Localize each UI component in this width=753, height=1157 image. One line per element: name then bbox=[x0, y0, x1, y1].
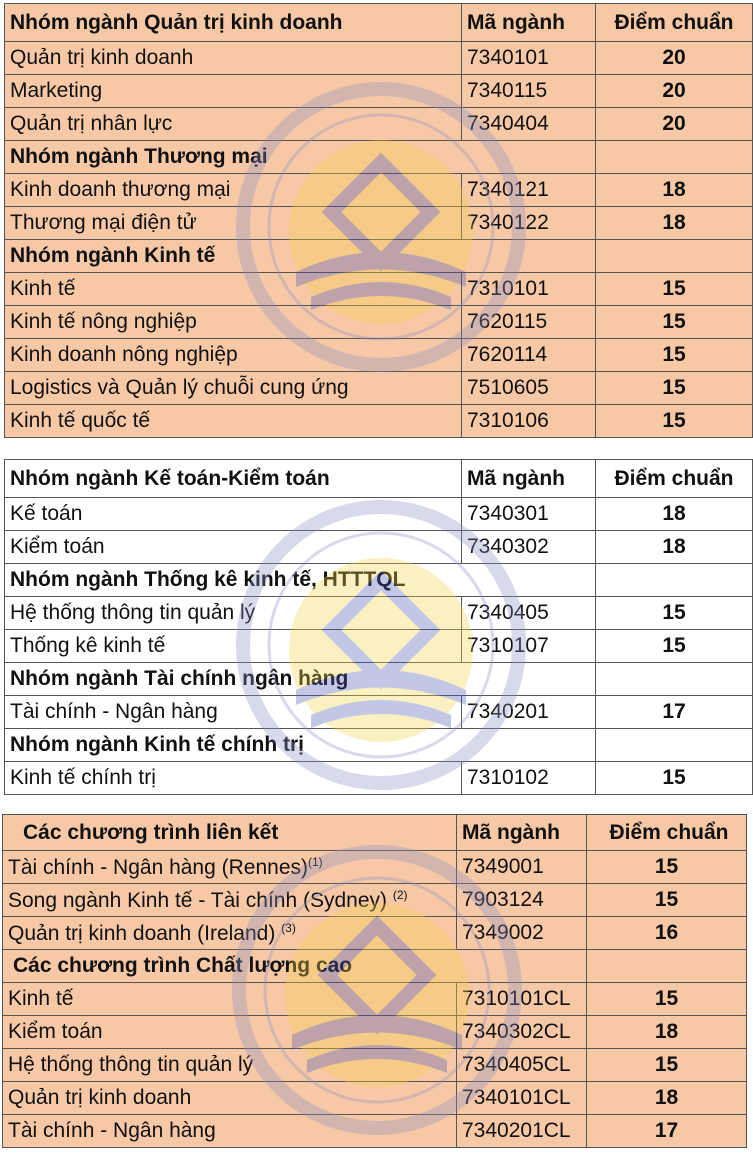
major-score: 20 bbox=[596, 108, 753, 141]
major-score: 15 bbox=[596, 405, 753, 438]
major-code: 7340405 bbox=[462, 597, 596, 630]
group-title: Nhóm ngành Kinh tế chính trị bbox=[5, 729, 462, 762]
major-name: Quản trị nhân lực bbox=[5, 108, 462, 141]
major-name: Kinh tế chính trị bbox=[5, 762, 462, 795]
major-code: 7340201CL bbox=[457, 1115, 587, 1148]
major-code: 7340101 bbox=[462, 42, 596, 75]
table-row bbox=[5, 531, 753, 564]
table-row bbox=[5, 498, 753, 531]
major-score: 18 bbox=[587, 1016, 747, 1049]
major-name: Kiểm toán bbox=[5, 531, 462, 564]
major-score: 15 bbox=[596, 306, 753, 339]
major-name: Tài chính - Ngân hàng bbox=[3, 1115, 457, 1148]
table-row bbox=[5, 108, 753, 141]
major-code: 7340121 bbox=[462, 174, 596, 207]
major-code: 7340405CL bbox=[457, 1049, 587, 1082]
group-row bbox=[5, 564, 753, 597]
table-row bbox=[3, 1082, 747, 1115]
major-name: Marketing bbox=[5, 75, 462, 108]
table-row bbox=[5, 174, 753, 207]
table-row bbox=[5, 339, 753, 372]
major-score: 18 bbox=[596, 174, 753, 207]
major-name: Hệ thống thông tin quản lý bbox=[3, 1049, 457, 1082]
major-score: 17 bbox=[596, 696, 753, 729]
group-row bbox=[3, 950, 747, 983]
major-name: Tài chính - Ngân hàng bbox=[5, 696, 462, 729]
table-row bbox=[3, 851, 747, 884]
group-row bbox=[5, 663, 753, 696]
major-name: Kinh doanh nông nghiệp bbox=[5, 339, 462, 372]
code-header: Mã ngành bbox=[457, 815, 587, 851]
major-name: Logistics và Quản lý chuỗi cung ứng bbox=[5, 372, 462, 405]
table-accounting-group bbox=[4, 459, 753, 795]
group-title: Nhóm ngành Tài chính ngân hàng bbox=[5, 663, 462, 696]
table-row bbox=[5, 372, 753, 405]
major-code: 7340301 bbox=[462, 498, 596, 531]
major-code: 7510605 bbox=[462, 372, 596, 405]
major-code: 7340115 bbox=[462, 75, 596, 108]
score-header: Điểm chuẩn bbox=[596, 460, 753, 498]
major-name: Thống kê kinh tế bbox=[5, 630, 462, 663]
major-name: Tài chính - Ngân hàng (Rennes)$^{(1)}$ bbox=[3, 851, 457, 884]
major-score: 15 bbox=[596, 372, 753, 405]
code-header: Mã ngành bbox=[462, 460, 596, 498]
group-row bbox=[5, 141, 753, 174]
major-code: 7340302CL bbox=[457, 1016, 587, 1049]
table-row bbox=[3, 1115, 747, 1148]
score-header: Điểm chuẩn bbox=[587, 815, 747, 851]
major-code: 7340404 bbox=[462, 108, 596, 141]
major-name: Quản trị kinh doanh bbox=[5, 42, 462, 75]
major-score: 20 bbox=[596, 75, 753, 108]
major-name: Kinh tế nông nghiệp bbox=[5, 306, 462, 339]
major-name: Kinh tế quốc tế bbox=[5, 405, 462, 438]
table-row bbox=[5, 306, 753, 339]
major-score: 15 bbox=[587, 851, 747, 884]
table-row bbox=[3, 1049, 747, 1082]
major-score: 18 bbox=[596, 531, 753, 564]
group-title: Các chương trình liên kết bbox=[3, 815, 457, 851]
major-code: 7620114 bbox=[462, 339, 596, 372]
group-title: Nhóm ngành Kế toán-Kiểm toán bbox=[5, 460, 462, 498]
major-code: 7310102 bbox=[462, 762, 596, 795]
major-code: 7340122 bbox=[462, 207, 596, 240]
major-score: 18 bbox=[587, 1082, 747, 1115]
group-row bbox=[5, 729, 753, 762]
table-row bbox=[5, 75, 753, 108]
table-row bbox=[5, 405, 753, 438]
table-header-row bbox=[5, 460, 753, 498]
major-name: Kinh doanh thương mại bbox=[5, 174, 462, 207]
major-name: Quản trị kinh doanh (Ireland) $^{(3)}$ bbox=[3, 917, 457, 950]
group-title: Nhóm ngành Quản trị kinh doanh bbox=[5, 4, 462, 42]
table-row bbox=[5, 42, 753, 75]
major-code: 7340302 bbox=[462, 531, 596, 564]
major-code: 7349002 bbox=[457, 917, 587, 950]
major-score: 15 bbox=[596, 339, 753, 372]
major-name: Thương mại điện tử bbox=[5, 207, 462, 240]
table-business-group bbox=[4, 3, 753, 438]
major-score: 20 bbox=[596, 42, 753, 75]
major-score: 15 bbox=[587, 884, 747, 917]
major-name: Song ngành Kinh tế - Tài chính (Sydney) $^{(2)}$ bbox=[3, 884, 457, 917]
table-row bbox=[5, 273, 753, 306]
group-title: Các chương trình Chất lượng cao bbox=[3, 950, 457, 983]
table-special-programs bbox=[2, 814, 747, 1148]
group-row bbox=[5, 240, 753, 273]
footnote-mark: (1) bbox=[308, 854, 323, 869]
major-name: Kiểm toán bbox=[3, 1016, 457, 1049]
major-name: Kế toán bbox=[5, 498, 462, 531]
table-row bbox=[5, 762, 753, 795]
major-code: 7903124 bbox=[457, 884, 587, 917]
major-score: 15 bbox=[596, 597, 753, 630]
major-code: 7310107 bbox=[462, 630, 596, 663]
major-code: 7310101 bbox=[462, 273, 596, 306]
table-row bbox=[3, 1016, 747, 1049]
major-score: 18 bbox=[596, 207, 753, 240]
major-code: 7340201 bbox=[462, 696, 596, 729]
score-header: Điểm chuẩn bbox=[596, 4, 753, 42]
major-name: Quản trị kinh doanh bbox=[3, 1082, 457, 1115]
table-row bbox=[5, 207, 753, 240]
table-row bbox=[3, 917, 747, 950]
major-code: 7620115 bbox=[462, 306, 596, 339]
major-score: 17 bbox=[587, 1115, 747, 1148]
major-score: 15 bbox=[587, 1049, 747, 1082]
major-score: 15 bbox=[587, 983, 747, 1016]
major-score: 15 bbox=[596, 273, 753, 306]
major-code: 7349001 bbox=[457, 851, 587, 884]
major-name: Kinh tế bbox=[3, 983, 457, 1016]
major-score: 18 bbox=[596, 498, 753, 531]
code-header: Mã ngành bbox=[462, 4, 596, 42]
major-code: 7310101CL bbox=[457, 983, 587, 1016]
table-header-row bbox=[3, 815, 747, 851]
major-score: 15 bbox=[596, 762, 753, 795]
table-header-row bbox=[5, 4, 753, 42]
table-row bbox=[5, 597, 753, 630]
group-title: Nhóm ngành Kinh tế bbox=[5, 240, 462, 273]
footnote-mark: (3) bbox=[281, 920, 296, 935]
group-title: Nhóm ngành Thương mại bbox=[5, 141, 462, 174]
table-row bbox=[5, 696, 753, 729]
major-code: 7310106 bbox=[462, 405, 596, 438]
table-row bbox=[3, 983, 747, 1016]
table-row bbox=[3, 884, 747, 917]
table-row bbox=[5, 630, 753, 663]
major-score: 15 bbox=[596, 630, 753, 663]
major-score: 16 bbox=[587, 917, 747, 950]
major-code: 7340101CL bbox=[457, 1082, 587, 1115]
major-name: Hệ thống thông tin quản lý bbox=[5, 597, 462, 630]
group-title: Nhóm ngành Thống kê kinh tế, HTTTQL bbox=[5, 564, 462, 597]
footnote-mark: (2) bbox=[392, 887, 408, 902]
major-name: Kinh tế bbox=[5, 273, 462, 306]
